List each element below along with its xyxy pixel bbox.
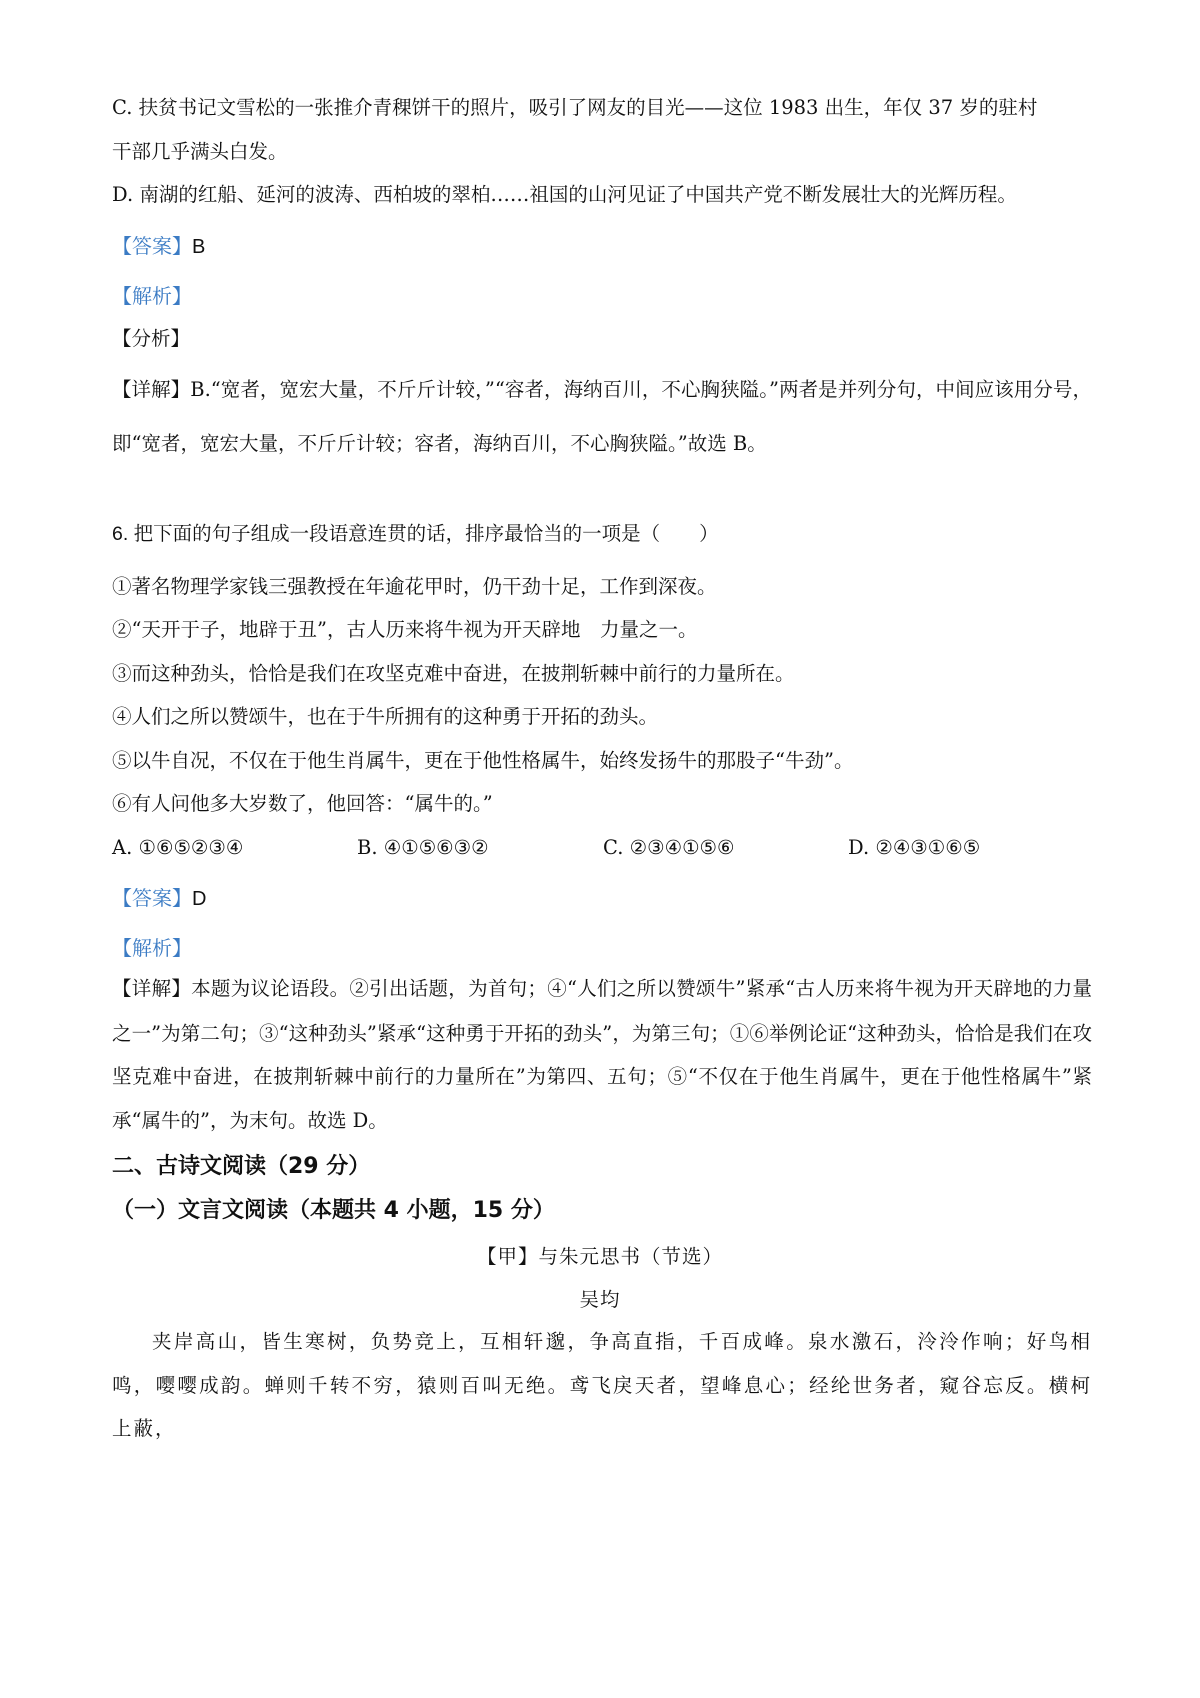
q5-detail bbox=[112, 363, 1092, 471]
q6-analysis-label: 【解析】 bbox=[112, 936, 192, 960]
q6-option-b: B. ④①⑤⑥③② bbox=[357, 836, 489, 859]
answer-value: D bbox=[192, 888, 207, 910]
answer-label: 【答案】 bbox=[112, 234, 192, 258]
q6-sentence-6: ⑥有人问他多大岁数了，他回答：“属牛的。” bbox=[112, 792, 493, 815]
q6-option-a: A. ①⑥⑤②③④ bbox=[112, 836, 244, 859]
q6-sentence-5: ⑤以牛自况，不仅在于他生肖属牛，更在于他性格属牛，始终发扬牛的那股子“牛劲”。 bbox=[112, 749, 854, 772]
q5-option-c-line2: 干部几乎满头白发。 bbox=[112, 140, 288, 163]
q6-stem: 6. 把下面的句子组成一段语意连贯的话，排序最恰当的一项是（ ） bbox=[112, 523, 719, 545]
section-heading: 二、古诗文阅读（29 分） bbox=[112, 1154, 371, 1179]
q6-detail bbox=[112, 967, 1092, 1142]
q5-fenxi-label: 【分析】 bbox=[112, 328, 191, 350]
q5-analysis-label: 【解析】 bbox=[112, 284, 192, 308]
passage-text: 夹岸高山，皆生寒树，负势竞上，互相轩邈，争高直指，千百成峰。泉水激石，泠泠作响；好鸟相鸣，嘤嘤成韵。蝉则千转不穷，猿则百叫无绝。鸢飞戾天者，望峰息心；经纶世务者，窥谷忘反。横柯上蔽， bbox=[112, 1330, 1092, 1440]
q6-sentence-2: ②“天开于子，地辟于丑”，古人历来将牛视为开天辟地 力量之一。 bbox=[112, 618, 698, 641]
detail-text: 本题为议论语段。②引出话题，为首句；④“人们之所以赞颂牛”紧承“古人历来将牛视为开天辟地的力量之一”为第二句；③“这种劲头”紧承“这种勇于开拓的劲头”，为第三句；①⑥举例论证“这种劲头，恰恰是我们在攻坚克难中奋进，在披荆斩棘中前行的力量所在”为第四、五句；⑤“不仅在于他生肖属牛，更在于他性格属牛”紧承“属牛的”，为末句。故选 D。 bbox=[112, 977, 1092, 1132]
q6-option-c: C. ②③④①⑤⑥ bbox=[603, 836, 735, 859]
q6-answer bbox=[112, 888, 206, 909]
detail-label: 【详解】 bbox=[112, 379, 191, 401]
q6-option-d: D. ②④③①⑥⑤ bbox=[848, 836, 981, 859]
q6-sentence-3: ③而这种劲头，恰恰是我们在攻坚克难中奋进，在披荆斩棘中前行的力量所在。 bbox=[112, 662, 795, 685]
q6-sentence-1: ①著名物理学家钱三强教授在年逾花甲时，仍干劲十足，工作到深夜。 bbox=[112, 575, 717, 598]
q5-option-c-line1: C. 扶贫书记文雪松的一张推介青稞饼干的照片，吸引了网友的目光——这位 1983 出生，年仅 37 岁的驻村 bbox=[112, 96, 1038, 119]
answer-value: B bbox=[192, 236, 206, 258]
q6-sentence-4: ④人们之所以赞颂牛，也在于牛所拥有的这种勇于开拓的劲头。 bbox=[112, 705, 659, 728]
passage-author: 吴均 bbox=[579, 1288, 621, 1311]
answer-label: 【答案】 bbox=[112, 886, 192, 910]
q5-option-d: D. 南湖的红船、延河的波涛、西柏坡的翠柏……祖国的山河见证了中国共产党不断发展壮大的光辉历程。 bbox=[112, 183, 1017, 206]
q5-answer bbox=[112, 236, 205, 257]
detail-label: 【详解】 bbox=[112, 978, 192, 1000]
passage-title: 【甲】与朱元思书（节选） bbox=[476, 1245, 723, 1268]
detail-text: B.“宽者，宽宏大量，不斤斤计较，”“容者，海纳百川，不心胸狭隘。”两者是并列分句，中间应该用分号，即“宽者，宽宏大量，不斤斤计较；容者，海纳百川，不心胸狭隘。”故选 B。 bbox=[112, 378, 1092, 455]
section-subheading: （一）文言文阅读（本题共 4 小题，15 分） bbox=[112, 1198, 555, 1223]
